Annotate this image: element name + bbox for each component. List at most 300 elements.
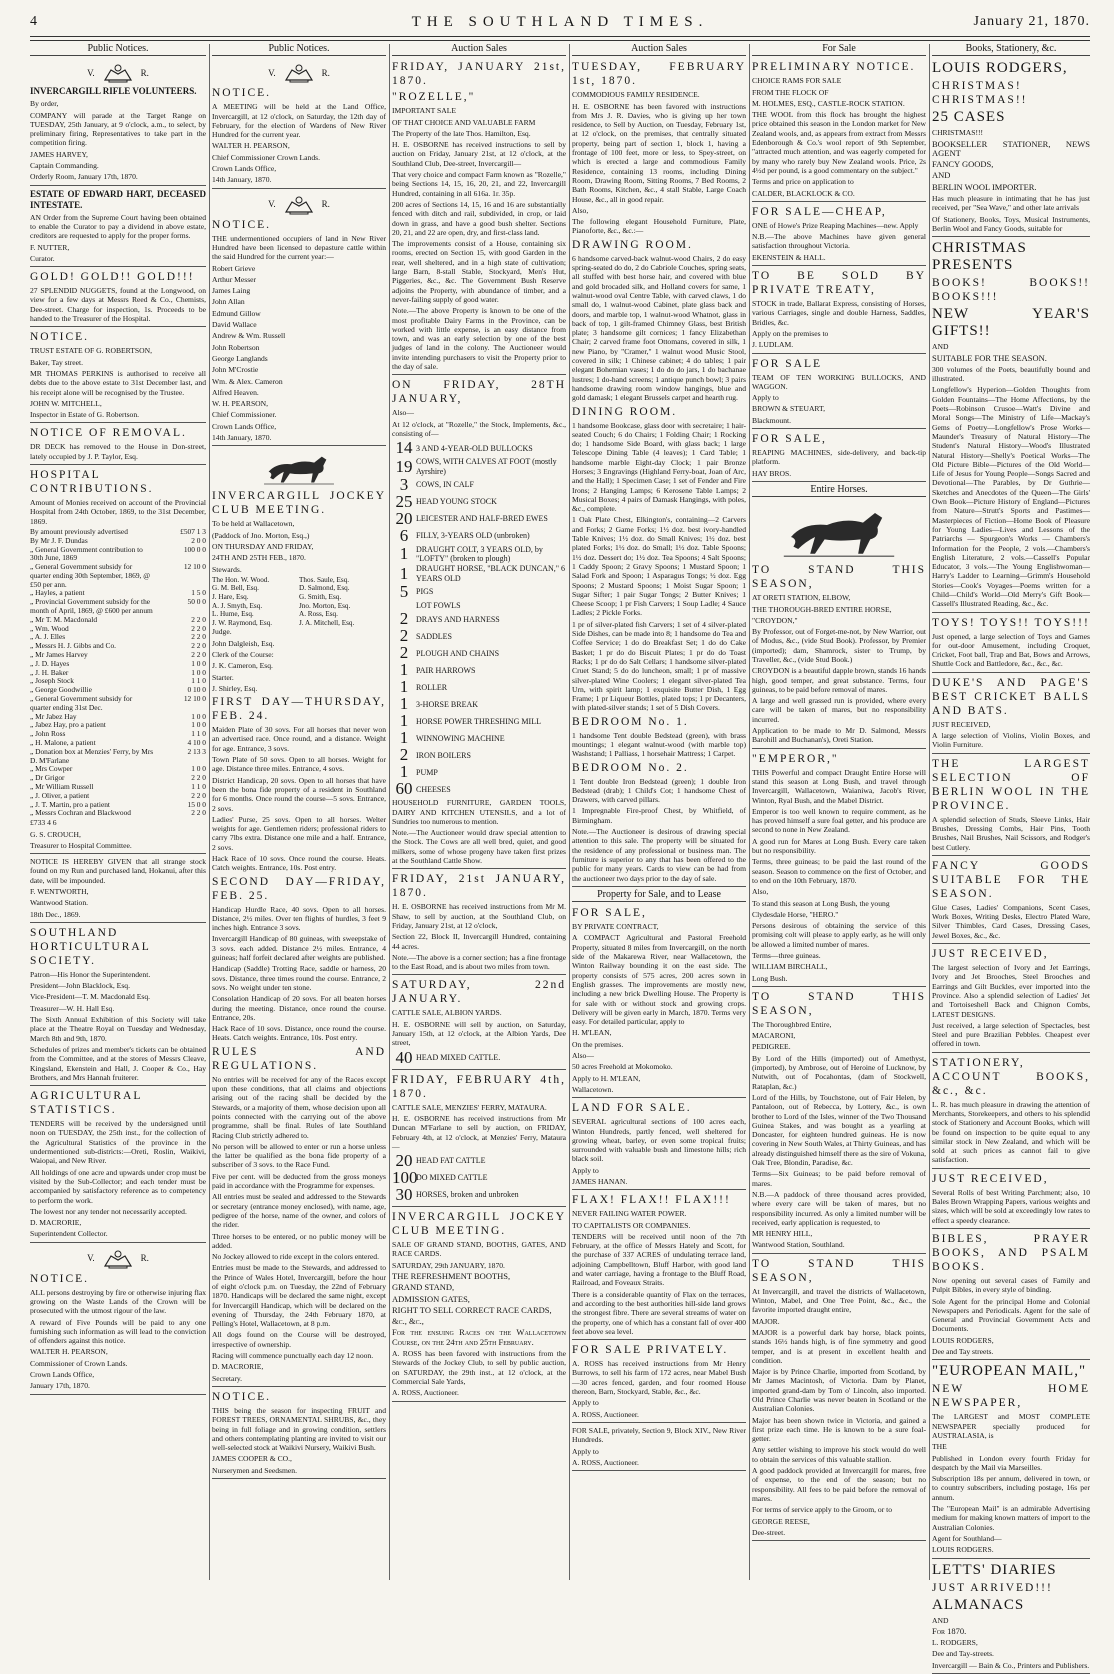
signature-line: Treasurer to Hospital Committee. xyxy=(30,840,132,850)
signature-line: Crown Lands Office, xyxy=(30,1370,95,1380)
notice-heading: STATIONERY, ACCOUNT BOOKS, &c., &c. xyxy=(932,1056,1090,1097)
advert-separator xyxy=(572,1422,746,1423)
advertisement xyxy=(30,189,206,263)
royal-cipher-v: V. xyxy=(87,67,95,78)
notice-heading: NOTICE. xyxy=(30,331,90,344)
lot-row xyxy=(392,491,566,511)
body-paragraph: 300 volumes of the Poets, beautifully bound and illustrated. xyxy=(932,364,1090,384)
column-5 xyxy=(752,44,926,1582)
section-heading: BEDROOM No. 1. xyxy=(572,715,689,728)
body-paragraph: TENDERS will be received until noon of the 7th February, at the office of Messrs Hately and Scott, for the purchase of 337 ACRES of undulating terrace land, adjoining Campbelltown, Bluff Harbor, with good land and water carriage, having a frontage to the Bluff Road, Railroad, and Foveaux Straits. xyxy=(572,1231,746,1288)
notice-heading: NEW HOME NEWSPAPER, xyxy=(932,1383,1090,1410)
royal-crest-icon xyxy=(282,194,316,216)
account-item: „ Hayles, a patient xyxy=(30,588,85,598)
account-item: „ Mr Jabez Hay xyxy=(30,711,77,721)
sale-date-heading: FRIDAY, JANUARY 21st, 1870. xyxy=(392,61,566,88)
advertisement xyxy=(212,60,386,184)
advertisement xyxy=(572,1426,746,1467)
body-paragraph: Five per cent. will be deducted from the gross moneys paid in accordance with the Programme for expenses. xyxy=(212,1171,386,1191)
advertisement xyxy=(30,426,206,461)
centered-line: "CROYDON," xyxy=(752,615,798,625)
column-header: Auction Sales xyxy=(392,44,566,56)
notice-heading: FOR SALE xyxy=(752,357,822,370)
account-item: „ Dr Grigor xyxy=(30,773,65,783)
lot-row xyxy=(392,457,566,476)
accounts-total: £733 4 6 xyxy=(30,818,57,828)
signature-line: WILLIAM BIRCHALL, xyxy=(752,962,828,972)
notice-heading: "EMPEROR," xyxy=(752,752,839,765)
account-amount: 1 0 0 xyxy=(191,720,206,730)
lot-description: CHEESES xyxy=(416,784,451,794)
body-paragraph: COMPANY will parade at the Target Range on TUESDAY, 25th January, at 9 o'clock, a.m., to select, by preliminary firing, Representatives to take part in the competition firing. xyxy=(30,110,206,148)
lot-row xyxy=(392,645,566,661)
account-amount: 1 1 0 xyxy=(191,676,206,686)
account-amount: 2 2 0 xyxy=(191,641,206,651)
lot-quantity: 1 xyxy=(399,563,409,583)
signature-line: Wantwood Station, Southland. xyxy=(752,1240,845,1250)
advertisement xyxy=(752,269,926,349)
body-paragraph: 1 Impregnable Fire-proof Chest, by Whitfield, of Birmingham. xyxy=(572,806,746,825)
lot-row xyxy=(392,781,566,797)
lot-description: FILLY, 3-YEARS OLD (unbroken) xyxy=(416,531,530,541)
lot-quantity: 2 xyxy=(399,745,409,765)
body-paragraph: SEVERAL agricultural sections of 100 acres each, Winton Hundreds, partly fenced, well sheltered for growing wheat, barley, or even some tropical fruits; surrounded with valuable bush and limestone hills; rich black soil. xyxy=(572,1117,746,1164)
signature-line: Blackmount. xyxy=(752,415,792,425)
account-item: „ Wm. Wood xyxy=(30,623,69,633)
lot-quantity: 1 xyxy=(399,677,409,697)
advertisement xyxy=(30,60,206,181)
column-rule xyxy=(389,44,390,1580)
body-paragraph: Handicap (Saddle) Trotting Race, saddle or harness, 20 sovs. Distance, three times round the course. Entrance, 2 sovs. No weight under ten stone. xyxy=(212,964,386,992)
body-paragraph: MR THOMAS PERKINS is authorised to receive all debts due to the above estate to 31st December last, and his receipt alone will be recognised by the Trustee. xyxy=(30,368,206,397)
advert-separator xyxy=(392,374,566,375)
lot-description: HORSES, broken and unbroken xyxy=(416,1190,519,1200)
body-paragraph: Terms, three guineas; to be paid the last round of the season. Season to commence on the first of October, and to end on the 10th February, 1870. xyxy=(752,857,926,885)
steward-name: J. A. Mitchell, Esq. xyxy=(299,618,355,627)
body-paragraph: H. E. OSBORNE has received instructions to sell by auction on Friday, January 21st, at 12 o'clock, at the Southland Club, Dee-street, Invercargill— xyxy=(392,140,566,168)
signature-line: G. S. CROUCH, xyxy=(30,829,81,839)
signature-line: D. MACRORIE, xyxy=(30,1218,82,1228)
body-paragraph: ALL persons destroying by fire or otherwise injuring flax growing on the Waste Lands of the Crown will be prosecuted with the utmost rigour of the law. xyxy=(30,1287,206,1316)
steward-name: G. Smith, Esq. xyxy=(299,592,342,601)
centered-line: AT ORETI STATION, ELBOW, xyxy=(752,593,851,603)
account-item: „ H. Malone, a patient xyxy=(30,738,96,748)
royal-crest-icon xyxy=(101,62,135,84)
lot-quantity: 20 xyxy=(395,508,413,528)
notice-heading: FOR SALE—CHEAP, xyxy=(752,205,887,218)
body-paragraph: All dogs found on the Course will be destroyed, irrespective of ownership. xyxy=(212,1330,386,1349)
centered-line: SATURDAY, 29th JANUARY, 1870. xyxy=(392,1260,505,1270)
body-paragraph: At 12 o'clock, at "Rozelle," the Stock, Implements, &c., consisting of— xyxy=(392,419,566,438)
body-paragraph: NOTICE IS HEREBY GIVEN that all strange stock found on my Run and purchased land, Hokanui, after this date, will be impounded. xyxy=(30,857,206,885)
advertisement xyxy=(932,240,1090,608)
advertisement xyxy=(572,906,746,1094)
column-header: Public Notices. xyxy=(212,44,386,56)
signature-line: Agent for Southland— xyxy=(932,1533,1002,1543)
signature-line: GEORGE REESE, xyxy=(752,1516,810,1526)
lot-quantity: 3 xyxy=(399,474,409,494)
signature-line: WALTER H. PEARSON, xyxy=(212,141,290,151)
body-paragraph: The lowest nor any tender not necessarily accepted. xyxy=(30,1206,187,1216)
royal-crest-icon xyxy=(101,1248,135,1270)
centered-line: THE THOROUGH-BRED ENTIRE HORSE, xyxy=(752,604,892,614)
signature-line: Dee and Tay-streets. xyxy=(932,1649,994,1659)
lot-quantity: 1 xyxy=(399,660,409,680)
advertisement xyxy=(572,60,746,883)
notice-heading: HOSPITAL CONTRIBUTIONS. xyxy=(30,469,154,496)
advert-separator xyxy=(932,1168,1090,1169)
royal-cipher-r: R. xyxy=(140,1253,149,1264)
body-paragraph: THIS being the season for inspecting FRUIT and FOREST TREES, ORNAMENTAL SHRUBS, &c., they being in full foliage and in growing condition, settlers and others contemplating planting are invited to visit our well-selected stock at Waikivi Nursery, Waikivi Bush. xyxy=(212,1405,386,1453)
body-paragraph: Longfellow's Hyperion—Golden Thoughts from Golden Fountains—The Home Affections, by the Poets—Robinson Crusoe—Watt's Divine and Moral Songs—The Ministry of Life—Mackay's Gems of Poetry—Longfellow's Prose Works—Maunder's Treasury of Natural History—The Student's Natural History—Wood's Illustrated Natural History—Shelly's Poetical Works—The Old Picture Bible—Pictures of the Old World—Life of Jesus for Young People—Songs Sacred and Devotional—The Parables, by Dr Guthrie—Sketches and Anecdotes of the Queen—The Girls' Own Book—Picture History of England—Pictures from Nature—Strutt's Sports and Pastimes—Masterpieces of Fiction—Home Book of Pleasure for Young Ladies—Lives and Lessons of the Patriarchs — Spurgeon's Works — Chambers's Information for the People, 2 vols.—Chambers's English Literature, 2 vols.—Cassell's Popular Educator, 3 vols.—The Young Englishwoman—Harry's Ladder to Learning—Grimm's Household Stories—Cook's Voyages—Poems written for a Child—Child's World—Old Merry's Gift Book—Cassell's Illustrated Reading, &c., &c. xyxy=(932,385,1090,609)
body-paragraph: Also, xyxy=(572,205,589,215)
lot-row xyxy=(392,474,566,494)
centered-line: President—John Blacklock, Esq. xyxy=(30,981,130,991)
body-paragraph: Now opening out several cases of Family and Pulpit Bibles, in every style of binding. xyxy=(932,1275,1090,1295)
column-rule xyxy=(929,44,930,1580)
body-paragraph: No Jockey allowed to ride except in the colors entered. xyxy=(212,1252,380,1262)
notice-heading: LAND FOR SALE. xyxy=(572,1102,692,1115)
account-amount: 1 0 0 xyxy=(191,658,206,668)
body-paragraph: Emperor is too well known to require comment, as he has proved himself a sure foal getter, and his produce are second to none in New Zealand. xyxy=(752,806,926,835)
body-paragraph: Maiden Plate of 30 sovs. For all horses that never won an advertised race. Once round, and a distance. Weight for age. Entrance, 3 sovs. xyxy=(212,725,386,753)
notice-heading: FLAX! FLAX!! FLAX!!! xyxy=(572,1194,731,1207)
centered-line: At Invercargill, and travel the districts of Wallacetown, Winton, Mabel, and One Tree Point, &c., &c., the favorite imported draught entire, xyxy=(752,1286,926,1315)
signature-line: 50 acres Freehold at Mokomoko. xyxy=(572,1062,673,1072)
licensee-name: George Langlands xyxy=(212,353,268,363)
body-paragraph: 27 SPLENDID NUGGETS, found at the Longwood, on view for a few days at Messrs Reed & Co., Chemists, Dee-street. Charge for inspection, 1s. Proceeds to be handed to the Treasurer of the Hospital. xyxy=(30,286,206,324)
column-rule xyxy=(569,44,570,1580)
body-paragraph: By Lord of the Hills (imported) out of Amethyst, (imported), by Ambrose, out of Heroine of Lucknow, by Nutwith, out of Pocahontas, (dam of Stockwell, Rataplan, &c.) xyxy=(752,1053,926,1091)
account-amount: £507 1 3 xyxy=(180,526,206,536)
lot-quantity: 40 xyxy=(395,1047,413,1067)
column-1 xyxy=(30,44,206,1582)
advertisement xyxy=(212,1390,386,1475)
notice-heading: CHRISTMAS! CHRISTMAS!! xyxy=(932,80,1028,107)
advertisement xyxy=(752,1257,926,1537)
advert-separator xyxy=(30,1085,206,1086)
notice-title: ESTATE OF EDWARD HART, DECEASED INTESTATE. xyxy=(30,188,206,210)
account-amount: 2 0 0 xyxy=(191,535,206,545)
account-row xyxy=(30,809,206,818)
signature-line: Dee-street. xyxy=(752,1527,786,1537)
advertisement xyxy=(392,978,566,1065)
official-line: J. Shirley, Esq. xyxy=(212,683,258,693)
centered-line: MACARONI, xyxy=(752,1031,796,1041)
accounts-table xyxy=(30,528,206,818)
account-amount: 1 1 0 xyxy=(191,729,206,739)
sale-date-heading: TUESDAY, FEBRUARY 1st, 1870. xyxy=(572,61,746,88)
body-paragraph: A MEETING will be held at the Land Office, Invercargill, at 12 o'clock, on Saturday, the 12th day of February, for the election of Wardens of New River Hundred for the current year. xyxy=(212,102,386,140)
royal-arms xyxy=(212,60,386,86)
advertisement xyxy=(212,192,386,443)
body-paragraph: 1 pr of silver-plated fish Carvers; 1 set of 4 silver-plated Side Dishes, can be made into 8; 1 handsome do Tea and Coffee Service; 1 do do Breakfast Set; 1 do do Cake Basket; 1 pr do do Biscuit Plates; 1 pr do do Toast Racks; 1 pr do do Salt Cellars; 1 handsome silver-plated Cruet Stand; 5 do do luncheon, small; 1 pr of massive silver-plated Wine Coolers; 1 elegant silver-plated Tea Urn, with spirit lamp; 1 exquisite Butter Dish, 1 Egg Frame; 1 pr Liqueur Bottles, plated tops; 1 pr Decanters, with plated-silver stands; 1 set of 5 Dish Covers. xyxy=(572,619,746,713)
advertisement xyxy=(572,1193,746,1336)
body-paragraph: There is a considerable quantity of Flax on the terraces, and according to the best authorities hill-side land grows the strongest fibre. There are several streams of water on the property, one of which has a constant fall of over 400 feet above sea level. xyxy=(572,1289,746,1336)
notice-heading: ON FRIDAY, 28TH JANUARY, xyxy=(392,379,566,406)
column-header: Books, Stationery, &c. xyxy=(932,44,1090,56)
section-heading: RULES AND REGULATIONS. xyxy=(212,1045,386,1072)
body-paragraph: For terms of service apply to the Groom, or to xyxy=(752,1505,893,1515)
centered-line: Stewards. xyxy=(212,564,242,574)
account-amount: 2 2 0 xyxy=(191,790,206,800)
lot-quantity: 60 xyxy=(395,779,413,799)
body-paragraph: Sole Agent for the principal Home and Colonial Newspapers and Periodicals. Agent for the sale of General and Provincial Government Acts and Documents. xyxy=(932,1296,1090,1334)
signature-line: Orderly Room, January 17th, 1870. xyxy=(30,172,138,182)
notice-heading: GOLD! GOLD!! GOLD!!! xyxy=(30,271,195,284)
account-item: „ General Government subsidy for quarter ending 31st Dec. xyxy=(30,694,133,712)
lot-description: HEAD MIXED CATTLE. xyxy=(416,1052,501,1062)
signature-line: Commissioner of Crown Lands. xyxy=(30,1358,128,1368)
body-paragraph: Glue Cases, Ladies' Companions, Scent Cases, Work Boxes, Writing Desks, Electro Plated Ware, Silver Thimbles, Card Cases, Dressing Cases, Jewel Boxes, &c., &c. xyxy=(932,902,1090,940)
licensee-name: James Laing xyxy=(212,286,251,296)
account-item: „ John Ross xyxy=(30,729,66,739)
body-paragraph: Published in London every fourth Friday for despatch by the Mail via Marseilles. xyxy=(932,1453,1090,1472)
signature-line: Nurserymen and Seedsmen. xyxy=(212,1465,297,1475)
signature-line: Captain Commanding. xyxy=(30,161,99,171)
advert-separator xyxy=(30,266,206,267)
notice-heading: BIBLES, PRAYER BOOKS, AND PSALM BOOKS. xyxy=(932,1232,1090,1273)
account-item: „ Mr William Russell xyxy=(30,782,94,792)
centered-line: M. HOLMES, ESQ., CASTLE-ROCK STATION. xyxy=(752,98,905,108)
steward-row xyxy=(212,610,386,619)
signature-line: Chief Commissioner Crown Lands. xyxy=(212,152,320,162)
advertisement xyxy=(572,1101,746,1186)
steward-name: A. Ross, Esq. xyxy=(299,610,338,619)
notice-heading: FANCY GOODS SUITABLE FOR THE SEASON. xyxy=(932,859,1090,900)
account-item: „ Mrs Cowper xyxy=(30,764,73,774)
advert-separator xyxy=(932,612,1090,613)
display-heading: LOUIS RODGERS, xyxy=(932,60,1068,77)
notice-heading: THE LARGEST SELECTION OF BERLIN WOOL IN THE PROVINCE. xyxy=(932,757,1090,812)
body-paragraph: Any settler wishing to improve his stock would do well to obtain the services of this valuable stallion. xyxy=(752,1445,926,1464)
signature-line: F. NUTTER, xyxy=(30,242,70,252)
centered-line: Patron—His Honor the Superintendent. xyxy=(30,969,151,979)
advert-separator xyxy=(212,445,386,446)
account-amount: 1 0 0 xyxy=(191,764,206,774)
advertisement xyxy=(752,752,926,983)
licensee-name: Robert Grieve xyxy=(212,263,256,273)
signature-line: Superintendent Collector. xyxy=(30,1229,108,1239)
advertisement xyxy=(932,859,1090,940)
licensee-name: Alfred Heaven. xyxy=(212,387,259,397)
signature-line: BROWN & STEUART, xyxy=(752,404,826,414)
signature-line: 14th January, 1870. xyxy=(212,433,272,443)
advert-separator xyxy=(752,481,926,482)
body-paragraph: No person will be allowed to enter or run a horse unless the latter be qualified as the bona fide property of a subscriber of 3 sovs. to the Race Fund. xyxy=(212,1141,386,1170)
lot-row xyxy=(392,747,566,763)
signature-line: Wantwood Station. xyxy=(30,898,89,908)
lot-row xyxy=(392,679,566,695)
advert-separator xyxy=(932,1558,1090,1559)
signature-line: H. M'LEAN, xyxy=(572,1028,612,1038)
signature-line: WALTER H. PEARSON, xyxy=(30,1347,108,1357)
centered-line: COMMODIOUS FAMILY RESIDENCE. xyxy=(572,90,700,100)
body-paragraph: All entries must be sealed and addressed to the Stewards or secretary (entrance money enclosed), with name, age, pedigree of the horse, name of the owner, and colors of the rider. xyxy=(212,1192,386,1230)
centered-line: Vice-President—T. M. Macdonald Esq. xyxy=(30,992,151,1002)
advertisement xyxy=(392,60,566,371)
body-paragraph: Three horses to be entered, or no public money will be added. xyxy=(212,1231,386,1250)
section-heading: DINING ROOM. xyxy=(572,405,678,418)
body-paragraph: TENDERS will be received by the undersigned until noon on TUESDAY, the 25th inst., for the collection of the Agricultural Statistics of the province in the undermentioned sub-districts:—Oreti, Roslin, Waikivi, Waiopai, and New River. xyxy=(30,1119,206,1166)
advert-separator xyxy=(932,672,1090,673)
advert-separator xyxy=(572,1470,746,1471)
advert-separator xyxy=(30,185,206,186)
account-item: „ Provincial Government subsidy for the month of April, 1869, @ £600 per annum xyxy=(30,597,153,616)
body-paragraph: CROYDON is a beautiful dapple brown, stands 16 hands high, good temper, and great substance. Terms, four guineas, to be paid before removal of mares. xyxy=(752,666,926,694)
body-paragraph: Of Stationery, Books, Toys, Musical Instruments, Berlin Wool and Fancy Goods, suitable for xyxy=(932,214,1090,233)
royal-cipher-r: R. xyxy=(321,67,330,78)
account-item: „ Donation box at Menzies' Ferry, by Mrs D. M'Farlane xyxy=(30,746,154,765)
signature-line: A. ROSS, Auctioneer. xyxy=(392,1388,459,1398)
column-3 xyxy=(392,44,566,1582)
advert-separator xyxy=(212,1478,386,1479)
body-paragraph: H. E. OSBORNE has received instructions from Mr Duncan M'Farlane to sell by auction, on FRIDAY, February 4th, at 12 o'clock, at Menzies' Ferry, Mataura— xyxy=(392,1113,566,1151)
centered-line: BERLIN WOOL IMPORTER. xyxy=(932,181,1037,192)
advertisement xyxy=(932,616,1090,669)
centered-line: AND xyxy=(932,170,951,181)
advertisement xyxy=(932,757,1090,852)
display-heading-2: NEW YEAR'S GIFTS!! xyxy=(932,306,1090,340)
masthead-rule xyxy=(30,36,1090,37)
royal-cipher-r: R. xyxy=(321,199,330,210)
lot-quantity: 19 xyxy=(395,456,413,476)
advertisement xyxy=(392,1073,566,1203)
steward-name: G. M. Bell, Esq. xyxy=(212,584,259,593)
lot-quantity: 1 xyxy=(399,711,409,731)
display-heading: LETTS' DIARIES xyxy=(932,1561,1057,1578)
advertisement xyxy=(30,926,206,1082)
advert-separator xyxy=(752,428,926,429)
body-paragraph: Consolation Handicap of 20 sovs. For all beaten horses during the meeting. Distance, once round the course. Entrance, 20s. xyxy=(212,994,386,1022)
body-paragraph: L. R. has much pleasure in drawing the attention of Merchants, Storekeepers, and others to his splendid stock of Stationery and Account Books, which will be found on inspection to be quite equal to any similar stock in New Zealand, and which will be sold at such prices as cannot fail to give satisfaction. xyxy=(932,1099,1090,1165)
signature-line: JAMES COOPER & CO., xyxy=(212,1454,292,1464)
body-paragraph: N.B.—The above Machines have given general satisfaction throughout Victoria. xyxy=(752,232,926,251)
lot-description: IRON BOILERS xyxy=(416,750,471,760)
centered-line: TRUST ESTATE OF G. ROBERTSON, xyxy=(30,346,152,356)
steward-name: J. W. Raymond, Esq. xyxy=(212,618,273,627)
signature-line: On the premises. xyxy=(572,1039,624,1049)
body-paragraph: Note.—The above Property is known to be one of the most profitable Dairy Farms in the Province, can be worked with little expense, is an easy distance from town, and was an early selection by one of the best judges of land in the colony. The Auctioneer would invite intending purchasers to visit the Property prior to the day of sale. xyxy=(392,306,566,372)
advert-separator xyxy=(392,974,566,975)
steward-name: D. Salmond, Esq. xyxy=(299,584,350,593)
centered-line: CHRISTMAS!!! xyxy=(932,128,984,138)
lot-row xyxy=(392,628,566,644)
horse-engraving-icon xyxy=(769,501,909,561)
advertisement xyxy=(932,676,1090,750)
masthead xyxy=(30,14,1090,36)
licensee-name: John Allan xyxy=(212,297,245,307)
masthead-rule-2 xyxy=(30,40,1090,41)
body-paragraph: A COMPACT Agricultural and Pastoral Freehold Property, situated 8 miles from Invercargill, on the north side of the Makarewa River, near Wallacetown, the Winton Railway bounding it on the east side. The property consists of 575 acres, 200 acres sown in English grasses. The improvements are mostly new, including a new brick Dwelling House. The Property is for sale with or without stock and growing crops. Delivery will be given early in March, 1870. Terms very easy. For detailed particular, apply to xyxy=(572,933,746,1027)
centered-line: CHOICE RAMS FOR SALE xyxy=(752,76,842,86)
advertisement xyxy=(392,378,566,865)
steward-name: L. Hume, Esq. xyxy=(212,610,254,619)
lot-row xyxy=(392,1047,566,1067)
lot-description: 3 AND 4-YEAR-OLD BULLOCKS xyxy=(416,443,533,453)
account-amount: 2 2 0 xyxy=(191,614,206,624)
body-paragraph: Lord of the Hills, by Touchstone, out of Fair Helen, by Pantaloon, out of Rebecca, by Lottery, &c., is own brother to Lord of the Isles, winner of the Two Thousand Guinea Stakes, and was bought as a yearling at Doncaster, for eighteen hundred guineas. He is now covering in New South Wales, at Thirty Guineas, and has already distinguished himself there as the sire of Vokuna, Oak Tree, Blondin, Paradise, &c. xyxy=(752,1092,926,1168)
licensee-name: John Robertson xyxy=(212,342,260,352)
notice-heading: PRELIMINARY NOTICE. xyxy=(752,61,916,74)
body-paragraph: A large selection of Violins, Violin Boxes, and Violin Furniture. xyxy=(932,731,1090,750)
account-item: „ A. J. Elles xyxy=(30,632,66,642)
body-paragraph: The largest selection of Ivory and Jet Earrings, Ivory and Jet Brooches, Steel Brooches and Earrings and Gilt Buckles, ever imported into the Province. Also a splendid selection of Ladies' Jet and Tortoiseshell Back and Chignon Combs, LATEST DESIGNS. xyxy=(932,963,1090,1019)
centered-line: AND xyxy=(932,342,949,352)
notice-heading: AGRICULTURAL STATISTICS. xyxy=(30,1090,143,1117)
printer-imprint: Invercargill — Bain & Co., Printers and Publishers. xyxy=(932,1660,1090,1670)
notice-heading: JUST RECEIVED, xyxy=(932,1172,1049,1185)
lot-row xyxy=(392,581,566,601)
advert-separator xyxy=(30,922,206,923)
signature-line: F. WENTWORTH, xyxy=(30,886,89,896)
body-paragraph: 1 Oak Plate Chest, Elkington's, containing—2 Carvers and Forks; 2 Game Forks; 1½ doz. best ivory-handled Table Knives; 1½ doz. do Small Knives; 1½ doz. best plated Forks; 1½ doz. do Small; 1½ doz. Table Spoons; 1½ doz. Dessert do; 1½ doz. Tea Spoons; 4 Salt Spoons; 1 Caddy Spoon; 2 Gravy Spoons; 1 Mustard Spoon; 1 Salad Fork and Spoon; 1 Asparagus Tongs; ½ doz. Egg Spoons; 2 Mustard Spoons; 1 Moist Sugar Spoon; 1 Sugar Sifter; 1 pair Sugar Tongs; 2 Butter Knives; 1 Cheese Scoop; 1 pr Fish Carvers; 1 Soup Ladle; 4 Sauce Ladles; 2 Pickle Forks. xyxy=(572,515,746,618)
advertisement xyxy=(30,1089,206,1239)
body-paragraph: No entries will be received for any of the Races except upon these conditions, that all claims and objections arising out of the racing shall be decided by the Stewards, or a majority of them, whose decision upon all points connected with the carrying out of the above programme, shall be final. Rules of late Southland Racing Club strictly adhered to. xyxy=(212,1074,386,1140)
section-header: Entire Horses. xyxy=(752,485,926,497)
account-amount: 2 13 3 xyxy=(187,746,206,756)
advert-separator xyxy=(932,1359,1090,1360)
notice-heading: SOUTHLAND HORTICULTURAL SOCIETY. xyxy=(30,926,151,967)
steward-name: Jno. Morton, Esq. xyxy=(299,601,351,610)
lot-description: PLOUGH AND CHAINS xyxy=(416,648,500,658)
signature-line: CALDER, BLACKLOCK & CO. xyxy=(752,188,855,198)
signature-line: A. ROSS, Auctioneer. xyxy=(572,1457,639,1467)
lot-quantity: 1 xyxy=(399,728,409,748)
body-paragraph: FOR SALE, privately, Section 9, Block XIV., New River Hundreds. xyxy=(572,1425,746,1445)
lot-description: PUMP xyxy=(416,767,438,777)
advertisement xyxy=(932,1172,1090,1225)
column-rule xyxy=(209,44,210,1580)
lot-quantity: 5 xyxy=(399,581,409,601)
signature-line: LOUIS RODGERS. xyxy=(932,1545,994,1555)
lot-description: HEAD FAT CATTLE xyxy=(416,1156,486,1166)
body-paragraph: A. ROSS has been favored with instructions from the Stewards of the Jockey Club, to sell by public auction, on SATURDAY, the 29th inst., at 12 o'clock, at the Commercial Sale Yards, xyxy=(392,1349,566,1386)
body-paragraph: Hack Race of 10 sovs. Once round the course. Heats. Catch weights. Entrance, 10s. Post entry. xyxy=(212,854,386,873)
centered-line: CATTLE SALE, MENZIES' FERRY, MATAURA. xyxy=(392,1102,547,1112)
advertisement xyxy=(212,449,386,1383)
body-paragraph: STOCK in trade, Ballarat Express, consisting of Horses, various Carriages, single and double Harness, Saddles, Bridles, &c. xyxy=(752,299,926,327)
advert-separator xyxy=(392,1401,566,1402)
notice-heading: TO STAND THIS SEASON, xyxy=(752,990,926,1017)
centered-line: IMPORTANT SALE xyxy=(392,106,456,116)
licensee-name: Wm. & Alex. Cameron xyxy=(212,376,283,386)
lot-quantity: 2 xyxy=(399,643,409,663)
body-paragraph: Town Plate of 50 sovs. Open to all horses. Weight for age. Distance three miles. Entrance, 4 sovs. xyxy=(212,755,386,774)
signature-line: Curator. xyxy=(30,253,55,263)
advertisement xyxy=(30,857,206,919)
centered-line: By order, xyxy=(30,99,59,109)
lot-quantity: 2 xyxy=(399,626,409,646)
signature-line: Apply to H. M'LEAN, xyxy=(572,1073,641,1083)
advert-separator xyxy=(30,853,206,854)
advertisement xyxy=(932,1056,1090,1165)
notice-heading: TO BE SOLD BY PRIVATE TREATY, xyxy=(752,270,926,297)
centered-line: THE xyxy=(932,1442,947,1452)
centered-line: THE REFRESHMENT BOOTHS, xyxy=(392,1271,511,1281)
lot-row xyxy=(392,1187,566,1203)
body-paragraph: Entries must be made to the Stewards, and addressed to the Prince of Wales Hotel, Invercargill, before the hour of eight o'clock p.m. on Tuesday, the 22nd of February 1870. Handicaps will be declared the same night, except for Invercargill Handicap, which will be declared on the evening of Thursday, the 24th February 1870, at Pelling's Hotel, Wallacetown, at 8 p.m. xyxy=(212,1263,386,1329)
centered-line: The Thoroughbred Entire, xyxy=(752,1019,832,1029)
lot-row xyxy=(392,662,566,678)
account-item: „ Messrs H. J. Gibbs and Co. xyxy=(30,641,117,651)
advert-separator xyxy=(572,886,746,887)
account-item: „ Mr T. M. Macdonald xyxy=(30,614,98,624)
advert-separator xyxy=(752,201,926,202)
lot-description: PIGS xyxy=(416,587,434,597)
horse-engraving-icon xyxy=(244,449,354,487)
body-paragraph: DR DECK has removed to the House in Don-street, lately occupied by J. P. Taylor, Esq. xyxy=(30,442,206,461)
